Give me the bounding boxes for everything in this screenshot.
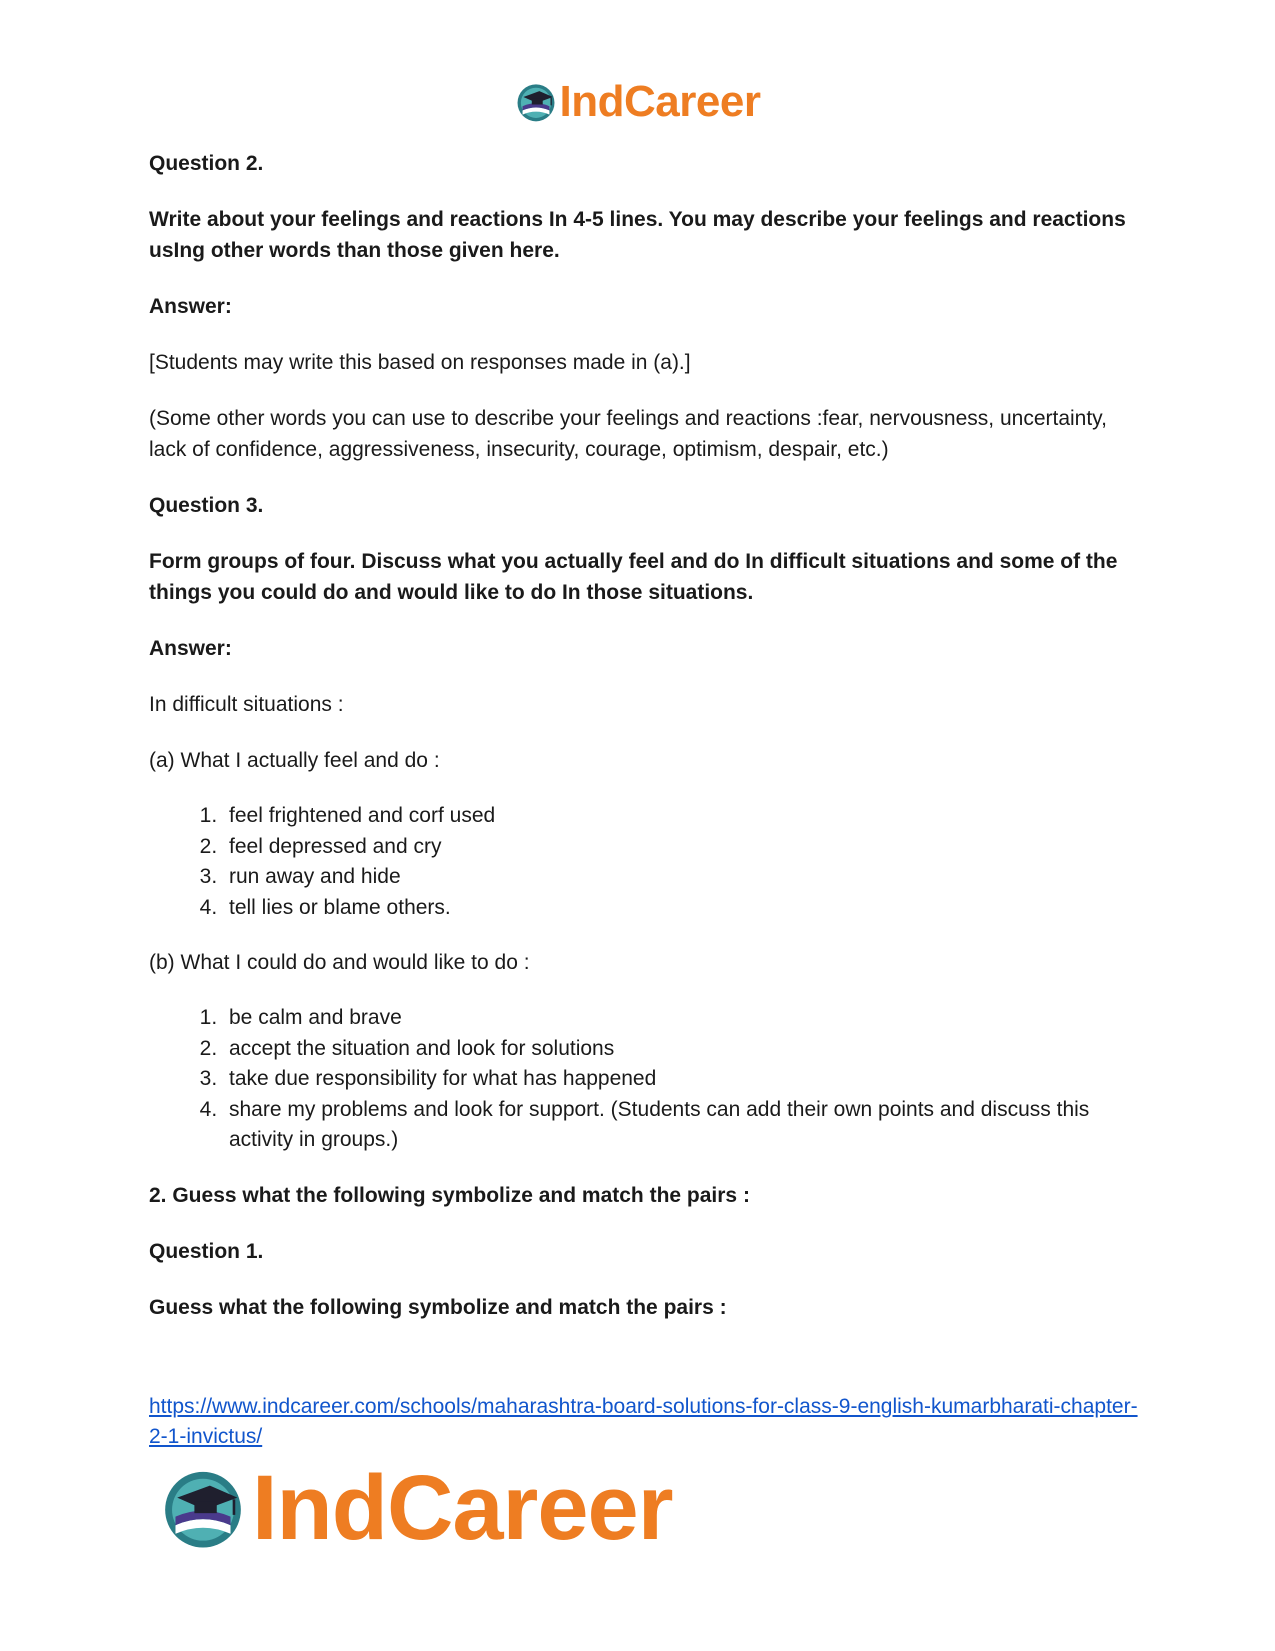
question-1-text: Guess what the following symbolize and match the pairs : [149,1295,727,1319]
header-logo [0,77,1275,126]
graduation-cap-book-icon [515,81,557,123]
list-a-heading: (a) What I actually feel and do : [149,749,440,772]
footer-logo [160,1457,673,1559]
list-item: 3. run away and hide [223,862,1129,893]
indcareer-logo [515,77,761,126]
list-item: 2. feel depressed and cry [223,832,1129,863]
answer-text: [Students may write this based on responses made in (a).] [149,351,691,374]
answer-text: (Some other words you can use to describe your feelings and reactions :fear, nervousness, uncertainty, lack of confidence, aggressiveness, insecurity, courage, optimism, despair, etc.) [149,407,1107,461]
logo-text: IndCareer [559,77,761,126]
answer-intro: In difficult situations : [149,693,344,716]
source-link-block [149,1392,1139,1452]
list-item: 1. feel frightened and corf used [223,801,1129,832]
indcareer-logo [160,1457,673,1559]
question-1-label: Question 1. [149,1239,264,1263]
answer-label: Answer: [149,637,232,660]
section-2-heading: 2. Guess what the following symbolize and match the pairs : [149,1183,750,1207]
list-item: 3. take due responsibility for what has happened [223,1064,1129,1095]
list-item: 1. be calm and brave [223,1003,1129,1034]
answer-label: Answer: [149,295,232,318]
logo-text: IndCareer [252,1457,673,1559]
question-2-label: Question 2. [149,152,264,175]
list-item: 4. tell lies or blame others. [223,893,1129,924]
list-item: 4. share my problems and look for support. (Students can add their own points and discuss this activity in groups.) [223,1095,1129,1156]
list-item: 2. accept the situation and look for solutions [223,1034,1129,1065]
document-body [149,148,1129,1348]
question-2-text: Write about your feelings and reactions In 4-5 lines. You may describe your feelings and reactions usIng other words than those given here. [149,208,1126,262]
list-b [149,1003,1129,1156]
source-link[interactable]: https://www.indcareer.com/schools/maharashtra-board-solutions-for-class-9-english-kumarbharati-chapter-2-1-invictus/ [149,1395,1138,1448]
graduation-cap-book-icon [160,1465,246,1551]
question-3-text: Form groups of four. Discuss what you actually feel and do In difficult situations and some of the things you could do and would like to do In those situations. [149,550,1118,604]
question-3-label: Question 3. [149,494,264,517]
list-b-heading: (b) What I could do and would like to do : [149,951,530,974]
list-a [149,801,1129,923]
